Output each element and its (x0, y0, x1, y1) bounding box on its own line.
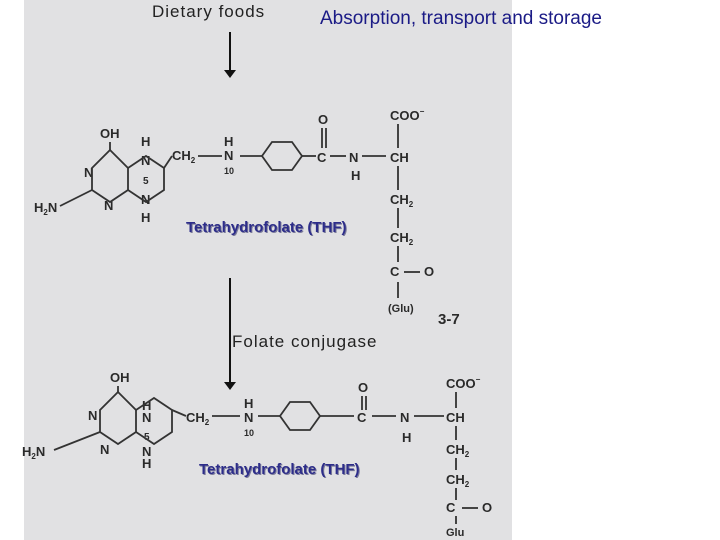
svg-text:H: H (224, 134, 234, 149)
svg-text:O: O (318, 112, 329, 127)
monoglutamate-structure (22, 370, 492, 539)
svg-text:CH: CH (446, 410, 465, 425)
svg-text:N: N (244, 410, 254, 425)
svg-text:5: 5 (144, 432, 150, 443)
svg-text:H: H (244, 396, 254, 411)
svg-text:C: C (390, 264, 400, 279)
svg-text:OH: OH (110, 370, 130, 385)
svg-text:N: N (400, 410, 410, 425)
svg-text:N: N (141, 153, 151, 168)
svg-text:H2N: $H_2N$ (34, 200, 58, 217)
svg-text:CH2: $CH_2$ (390, 192, 414, 209)
svg-text:CH2: $CH_2$ (390, 230, 414, 247)
svg-text:H: H (141, 134, 151, 149)
arrow-dietary-to-polyglutamate (224, 32, 236, 78)
svg-text:CH2: $CH_2$ (446, 442, 470, 459)
svg-text:N: N (84, 165, 94, 180)
svg-text:H: H (402, 430, 412, 445)
svg-text:10: 10 (224, 166, 235, 176)
dietary-foods-label: Dietary foods (152, 2, 266, 21)
svg-text:C: C (357, 410, 367, 425)
svg-text:N: N (349, 150, 359, 165)
svg-text:H2N: $H_2N$ (22, 444, 46, 461)
svg-text:N: N (224, 148, 234, 163)
svg-text:H: H (142, 456, 152, 471)
svg-text:H: H (142, 398, 152, 413)
repeat-subscript: 3-7 (438, 311, 460, 328)
svg-text:N: N (141, 192, 151, 207)
svg-text:O: O (358, 380, 369, 395)
thf-label-top: Tetrahydrofolate (THF) (186, 219, 347, 236)
svg-text:N: N (100, 442, 110, 457)
svg-text:Glu: Glu (446, 527, 465, 539)
svg-text:(Glu): (Glu) (388, 303, 414, 315)
svg-text:COO−: COO− (390, 107, 425, 123)
svg-text:N: N (88, 408, 98, 423)
svg-text:CH2: $CH_2$ (446, 472, 470, 489)
svg-text:O: O (482, 500, 493, 515)
svg-text:H: H (351, 168, 361, 183)
svg-text:C: C (446, 500, 456, 515)
folate-conjugase-label: Folate conjugase (232, 332, 378, 351)
svg-text:N: N (104, 198, 114, 213)
svg-text:CH2: $CH_2$ (186, 410, 210, 427)
svg-text:N: N (142, 444, 152, 459)
svg-text:O: O (424, 264, 435, 279)
svg-text:COO−: COO− (446, 375, 481, 391)
svg-text:C: C (317, 150, 327, 165)
polyglutamate-structure (34, 107, 460, 328)
svg-text:CH2: $CH_2$ (172, 148, 196, 165)
slide-title: Absorption, transport and storage (320, 8, 603, 29)
svg-text:OH: OH (100, 126, 120, 141)
svg-text:CH: CH (390, 150, 409, 165)
svg-text:10: 10 (244, 428, 255, 438)
svg-text:5: 5 (143, 176, 149, 187)
svg-text:H: H (141, 210, 151, 225)
svg-text:N: N (142, 410, 152, 425)
thf-label-bottom: Tetrahydrofolate (THF) (199, 461, 360, 478)
